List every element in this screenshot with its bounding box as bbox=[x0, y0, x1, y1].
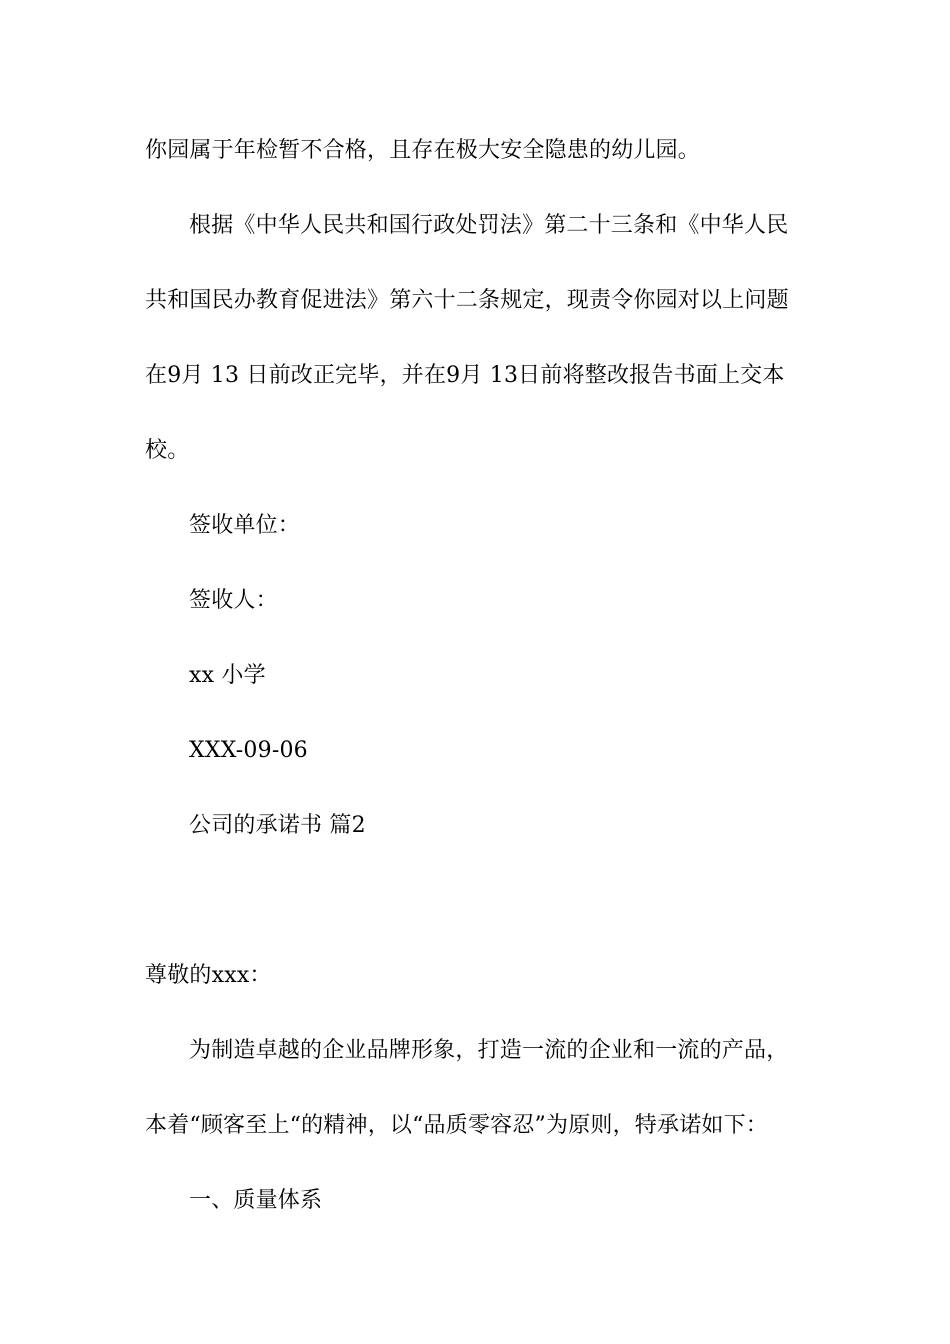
heading-quality-system: 一、质量体系 bbox=[189, 1188, 323, 1213]
paragraph-line-2: 根据《中华人民共和国行政处罚法》第二十三条和《中华人民 bbox=[189, 213, 789, 238]
paragraph-line-7: 本着“顾客至上“的精神，以“品质零容忍”为原则，特承诺如下： bbox=[145, 1113, 768, 1138]
signer-label: 签收人： bbox=[189, 588, 278, 613]
section-title: 公司的承诺书 篇2 bbox=[189, 813, 366, 838]
paragraph-line-1: 你园属于年检暂不合格，且存在极大安全隐患的幼儿园。 bbox=[145, 138, 701, 163]
paragraph-line-5: 校。 bbox=[145, 438, 190, 463]
salutation: 尊敬的xxx： bbox=[145, 963, 272, 988]
paragraph-line-6: 为制造卓越的企业品牌形象，打造一流的企业和一流的产品， bbox=[189, 1038, 789, 1063]
paragraph-line-3: 共和国民办教育促进法》第六十二条规定，现责令你园对以上问题 bbox=[145, 288, 789, 313]
paragraph-line-4: 在9月 13 日前改正完毕，并在9月 13日前将整改报告书面上交本 bbox=[145, 363, 785, 388]
school-name: xx 小学 bbox=[189, 663, 266, 688]
sign-unit-label: 签收单位： bbox=[189, 513, 301, 538]
document-date: XXX-09-06 bbox=[189, 738, 308, 763]
